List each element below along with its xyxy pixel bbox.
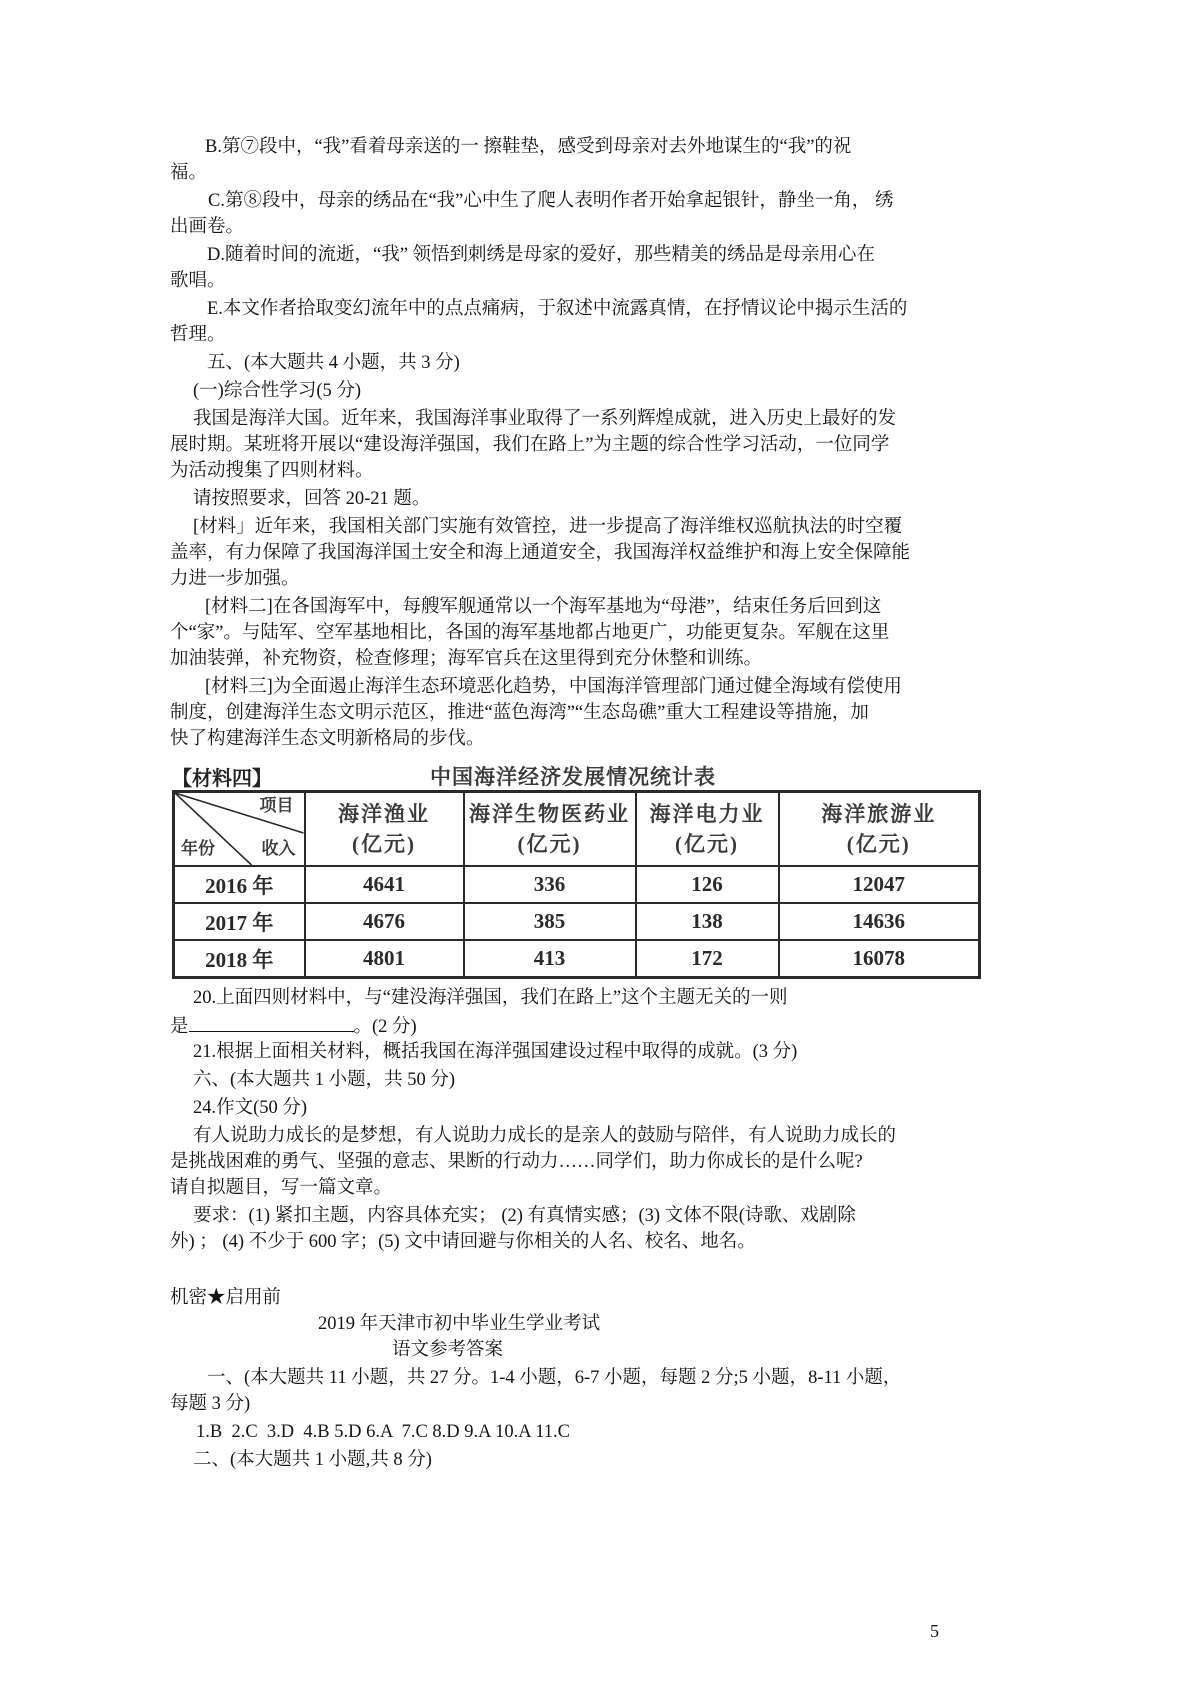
cell-value: 4801: [305, 940, 464, 978]
material-1-line-1: [材料」近年来，我国相关部门实施有效管控，进一步提高了海洋维权巡航执法的时空覆: [193, 517, 903, 537]
material-3-line-3: 快了构建海洋生态文明新格局的步伐。: [170, 729, 485, 749]
answer-blank: [189, 1011, 354, 1032]
option-d: [170, 242, 990, 294]
material-4-label: 【材料四】: [172, 768, 272, 790]
cell-value: 4676: [305, 903, 464, 940]
cell-value: 4641: [305, 866, 464, 903]
material-1-line-3: 力进一步加强。: [170, 569, 300, 589]
cell-value: 16078: [779, 940, 980, 978]
option-c: [170, 188, 990, 240]
column-name: 海洋渔业: [338, 802, 430, 826]
cell-value: 336: [464, 866, 636, 903]
essay-prompt-line-1: 有人说助力成长的是梦想，有人说助力成长的是亲人的鼓励与陪伴，有人说助力成长的: [193, 1126, 897, 1146]
question-20-prefix: 是: [170, 1017, 189, 1037]
section6-heading: 六、(本大题共 1 小题，共 50 分): [193, 1070, 456, 1090]
row-year: 2018 年: [174, 940, 305, 978]
section5-heading: 五、(本大题共 4 小题，共 3 分): [207, 353, 460, 373]
row-year: 2016 年: [174, 866, 305, 903]
option-b: [170, 134, 990, 186]
cell-value: 126: [636, 866, 779, 903]
answer-key: [170, 1285, 990, 1473]
column-unit: (亿元): [675, 832, 739, 856]
material-4: [172, 760, 978, 979]
option-b-line-2: 福。: [170, 163, 208, 183]
question-21: 21.根据上面相关材料，概括我国在海洋强国建设过程中取得的成就。(3 分): [193, 1042, 798, 1062]
cell-value: 172: [636, 940, 779, 978]
answer-section1-heading-line-1: 一、(本大题共 11 小题，共 27 分。1-4 小题，6-7 小题，每题 2 分;5 小题，8-11 小题，: [207, 1368, 902, 1388]
answer-section2-heading: 二、(本大题共 1 小题,共 8 分): [193, 1450, 432, 1470]
cell-value: 385: [464, 903, 636, 940]
column-unit: (亿元): [846, 832, 911, 856]
question-20-suffix: 。(2 分): [353, 1017, 417, 1037]
option-e-line-1: E.本文作者拾取变幻流年中的点点痛病，于叙述中流露真情，在抒情议论中揭示生活的: [207, 299, 908, 319]
material-3-line-2: 制度，创建海洋生态文明示范区，推进“蓝色海湾”“生态岛礁”重大工程建设等措施，加: [170, 703, 869, 723]
option-d-line-1: D.随着时间的流逝，“我” 领悟到刺绣是母家的爱好，那些精美的绣品是母亲用心在: [207, 245, 876, 265]
column-unit: (亿元): [352, 832, 416, 856]
material-3-line-1: [材料三]为全面遏止海洋生态环境恶化趋势，中国海洋管理部门通过健全海域有偿使用: [205, 677, 902, 697]
option-d-line-2: 歌唱。: [170, 271, 226, 291]
material-2: [170, 594, 990, 672]
answer-section1-heading-line-2: 每题 3 分): [170, 1394, 251, 1414]
essay-prompt: [170, 1123, 990, 1201]
essay-requirements: [170, 1203, 990, 1255]
table-row: [174, 940, 980, 978]
intro-line-3: 为活动搜集了四则材料。: [170, 461, 374, 481]
intro-line-2: 展时期。某班将开展以“建设海洋强国，我们在路上”为主题的综合性学习活动，一位同学: [170, 435, 890, 455]
essay-prompt-line-2: 是挑战困难的勇气、坚强的意志、果断的行动力……同学们，助力你成长的是什么呢?: [170, 1152, 863, 1172]
column-name: 海洋电力业: [649, 802, 765, 826]
table-corner-cell: [174, 792, 305, 867]
table-row: [174, 903, 980, 940]
question-20: [170, 985, 990, 1037]
material-1-line-2: 盖率，有力保障了我国海洋国土安全和海上通道安全，我国海洋权益维护和海上安全保障能: [170, 543, 911, 563]
page-content: [170, 134, 990, 1473]
part1-heading: (一)综合性学习(5 分): [193, 381, 362, 401]
column-name: 海洋旅游业: [821, 802, 937, 826]
cell-value: 413: [464, 940, 636, 978]
intro-paragraph: [170, 406, 990, 484]
option-c-line-1: C.第⑧段中，母亲的绣品在“我”心中生了爬人表明作者开始拿起银针，静坐一角， 绣: [208, 191, 894, 211]
option-c-line-2: 出画卷。: [170, 217, 245, 237]
question-24-heading: 24.作文(50 分): [193, 1098, 308, 1118]
material-4-header: [172, 760, 978, 790]
table-title: 中国海洋经济发展情况统计表: [430, 765, 716, 789]
corner-label-year: 年份: [181, 839, 215, 858]
cell-value: 12047: [779, 866, 980, 903]
corner-label-income: 收入: [261, 839, 296, 858]
essay-requirements-line-2: 外) ； (4) 不少于 600 字；(5) 文中请回避与你相关的人名、校名、地名。: [170, 1232, 756, 1252]
option-e: [170, 296, 990, 348]
question-20-line-2: [170, 1011, 990, 1037]
confidential-mark: 机密★启用前: [170, 1288, 282, 1308]
cell-value: 14636: [779, 903, 980, 940]
exam-title: 2019 年天津市初中毕业生学业考试: [318, 1314, 601, 1334]
table-header-row: [174, 792, 980, 867]
column-header-electric-power: [636, 792, 779, 867]
option-e-line-2: 哲理。: [170, 325, 226, 345]
cell-value: 138: [636, 903, 779, 940]
instruction: 请按照要求，回答 20-21 题。: [193, 489, 431, 509]
answer-key-subtitle: 语文参考答案: [392, 1340, 504, 1360]
answer-section1: [170, 1365, 990, 1417]
column-header-fishery: [305, 792, 464, 867]
column-unit: (亿元): [517, 832, 582, 856]
intro-line-1: 我国是海洋大国。近年来，我国海洋事业取得了一系列辉煌成就，进入历史上最好的发: [193, 409, 897, 429]
material-2-line-3: 加油装弹，补充物资，检查修理；海军官兵在这里得到充分休整和训练。: [170, 649, 763, 669]
material-2-line-1: [材料二]在各国海军中，每艘军舰通常以一个海军基地为“母港”，结束任务后回到这: [205, 597, 882, 617]
essay-prompt-line-3: 请自拟题目，写一篇文章。: [170, 1178, 393, 1198]
essay-requirements-line-1: 要求：(1) 紧扣主题，内容具体充实； (2) 有真情实感；(3) 文体不限(诗歌、戏剧除: [193, 1206, 856, 1226]
corner-label-item: 项目: [259, 796, 294, 815]
material-2-line-2: 个“家”。与陆军、空军基地相比，各国的海军基地都占地更广，功能更复杂。军舰在这里: [170, 623, 890, 643]
row-year: 2017 年: [174, 903, 305, 940]
ocean-economy-table: [172, 790, 981, 979]
page-number: 5: [930, 1621, 939, 1641]
column-name: 海洋生物医药业: [469, 802, 630, 826]
column-header-biomedicine: [464, 792, 636, 867]
table-row: [174, 866, 980, 903]
option-b-line-1: B.第⑦段中，“我”看着母亲送的一 擦鞋垫，感受到母亲对去外地谋生的“我”的祝: [205, 137, 852, 157]
question-20-line-1: 20.上面四则材料中，与“建没海洋强国，我们在路上”这个主题无关的一则: [193, 988, 788, 1008]
answer-section1-answers: 1.B 2.C 3.D 4.B 5.D 6.A 7.C 8.D 9.A 10.A 11.C: [196, 1422, 570, 1442]
material-3: [170, 674, 990, 752]
column-header-tourism: [779, 792, 980, 867]
material-1: [170, 514, 990, 592]
